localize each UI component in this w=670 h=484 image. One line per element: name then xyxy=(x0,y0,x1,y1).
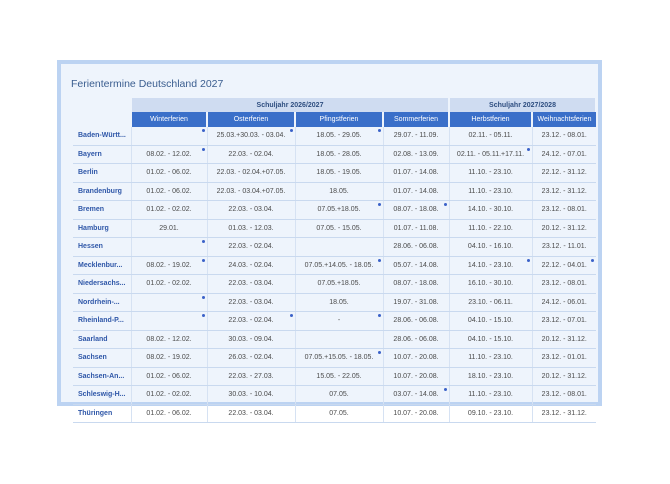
holiday-cell: 01.03. - 12.03. xyxy=(207,219,295,238)
holiday-cell: 07.05.+15.05. - 18.05. xyxy=(295,349,383,368)
holiday-cell: 30.03. - 10.04. xyxy=(207,386,295,405)
marker-dot-icon xyxy=(527,148,530,151)
table-row xyxy=(73,367,596,386)
column-header-weihnachtsferien: Weihnachtsferien xyxy=(532,112,596,127)
holiday-cell: 07.05. - 15.05. xyxy=(295,219,383,238)
marker-dot-icon xyxy=(444,203,447,206)
column-header-herbstferien: Herbstferien xyxy=(449,112,532,127)
holiday-cell: 11.10. - 23.10. xyxy=(449,386,532,405)
holiday-cell: 08.02. - 12.02. xyxy=(131,145,207,164)
state-name: Bremen xyxy=(73,201,131,220)
marker-dot-icon xyxy=(290,314,293,317)
holiday-cell: 01.02. - 06.02. xyxy=(131,182,207,201)
holiday-cell xyxy=(131,238,207,257)
holiday-cell: 22.12. - 04.01. xyxy=(532,256,596,275)
holiday-cell xyxy=(295,330,383,349)
holiday-cell: 22.03. - 03.04.+07.05. xyxy=(207,182,295,201)
holiday-cell: 04.10. - 15.10. xyxy=(449,312,532,331)
holiday-cell: 01.07. - 11.08. xyxy=(383,219,449,238)
holiday-cell: 01.02. - 06.02. xyxy=(131,367,207,386)
holiday-cell: 18.05. - 29.05. xyxy=(295,127,383,145)
holiday-cell: 01.02. - 06.02. xyxy=(131,404,207,423)
holiday-cell: 22.03. - 02.04. xyxy=(207,145,295,164)
table-row xyxy=(73,164,596,183)
holiday-cell: 22.03. - 03.04. xyxy=(207,293,295,312)
holiday-cell: 20.12. - 31.12. xyxy=(532,219,596,238)
marker-dot-icon xyxy=(202,259,205,262)
holiday-cell: 22.03. - 03.04. xyxy=(207,404,295,423)
state-name: Rheinland-P... xyxy=(73,312,131,331)
holiday-cell: 23.12. - 31.12. xyxy=(532,182,596,201)
state-header-spacer xyxy=(73,112,131,127)
marker-dot-icon xyxy=(444,388,447,391)
holiday-cell xyxy=(131,312,207,331)
holiday-cell: 23.12. - 08.01. xyxy=(532,275,596,294)
holiday-cell: 04.10. - 16.10. xyxy=(449,238,532,257)
holiday-cell: 11.10. - 22.10. xyxy=(449,219,532,238)
table-row xyxy=(73,330,596,349)
holiday-cell: 30.03. - 09.04. xyxy=(207,330,295,349)
holiday-cell: 22.03. - 03.04. xyxy=(207,275,295,294)
marker-dot-icon xyxy=(527,259,530,262)
holiday-cell: 26.03. - 02.04. xyxy=(207,349,295,368)
holiday-cell: - xyxy=(295,312,383,331)
marker-dot-icon xyxy=(591,259,594,262)
header-spacer xyxy=(73,98,131,112)
marker-dot-icon xyxy=(202,296,205,299)
holiday-cell: 11.10. - 23.10. xyxy=(449,349,532,368)
marker-dot-icon xyxy=(202,129,205,132)
marker-dot-icon xyxy=(202,240,205,243)
table-row xyxy=(73,293,596,312)
holiday-cell: 23.10. - 06.11. xyxy=(449,293,532,312)
holiday-cell: 01.07. - 14.08. xyxy=(383,164,449,183)
table-row xyxy=(73,349,596,368)
holiday-cell: 05.07. - 14.08. xyxy=(383,256,449,275)
table-row xyxy=(73,219,596,238)
holiday-cell: 29.07. - 11.09. xyxy=(383,127,449,145)
marker-dot-icon xyxy=(378,129,381,132)
holiday-cell: 18.05. xyxy=(295,293,383,312)
school-year-2027-2028: Schuljahr 2027/2028 xyxy=(449,98,596,112)
holiday-cell: 08.02. - 19.02. xyxy=(131,256,207,275)
holiday-cell: 04.10. - 15.10. xyxy=(449,330,532,349)
holiday-cell: 23.12. - 31.12. xyxy=(532,404,596,423)
holiday-cell: 18.05. - 28.05. xyxy=(295,145,383,164)
marker-dot-icon xyxy=(378,259,381,262)
table-row xyxy=(73,127,596,145)
holiday-cell: 23.12. - 08.01. xyxy=(532,201,596,220)
holiday-cell: 15.05. - 22.05. xyxy=(295,367,383,386)
holiday-cell: 01.02. - 02.02. xyxy=(131,201,207,220)
holiday-cell: 18.05. xyxy=(295,182,383,201)
holiday-cell: 23.12. - 01.01. xyxy=(532,349,596,368)
state-name: Mecklenbur... xyxy=(73,256,131,275)
holiday-cell: 25.03.+30.03. - 03.04. xyxy=(207,127,295,145)
school-year-2026-2027: Schuljahr 2026/2027 xyxy=(131,98,449,112)
state-name: Nordrhein-... xyxy=(73,293,131,312)
holiday-cell: 24.03. - 02.04. xyxy=(207,256,295,275)
holiday-cell xyxy=(295,238,383,257)
state-name: Brandenburg xyxy=(73,182,131,201)
holiday-cell: 20.12. - 31.12. xyxy=(532,367,596,386)
holiday-cell: 07.05. xyxy=(295,386,383,405)
holiday-cell: 23.12. - 11.01. xyxy=(532,238,596,257)
column-header-sommerferien: Sommerferien xyxy=(383,112,449,127)
holiday-cell: 24.12. - 07.01. xyxy=(532,145,596,164)
table-row xyxy=(73,145,596,164)
state-name: Baden-Württ... xyxy=(73,127,131,145)
column-header-osterferien: Osterferien xyxy=(207,112,295,127)
holiday-cell: 22.03. - 02.04.+07.05. xyxy=(207,164,295,183)
holiday-cell: 08.07. - 18.08. xyxy=(383,275,449,294)
table-row xyxy=(73,312,596,331)
state-name: Sachsen xyxy=(73,349,131,368)
holiday-cell: 14.10. - 30.10. xyxy=(449,201,532,220)
holiday-cell: 29.01. xyxy=(131,219,207,238)
state-name: Bayern xyxy=(73,145,131,164)
holiday-cell: 08.02. - 12.02. xyxy=(131,330,207,349)
holiday-cell: 24.12. - 06.01. xyxy=(532,293,596,312)
holiday-cell: 01.07. - 14.08. xyxy=(383,182,449,201)
holiday-cell: 22.03. - 27.03. xyxy=(207,367,295,386)
state-name: Thüringen xyxy=(73,404,131,423)
holiday-cell: 11.10. - 23.10. xyxy=(449,182,532,201)
column-header-pfingstferien: Pfingstferien xyxy=(295,112,383,127)
state-name: Niedersachs... xyxy=(73,275,131,294)
holiday-cell: 28.06. - 06.08. xyxy=(383,312,449,331)
holiday-cell: 14.10. - 23.10. xyxy=(449,256,532,275)
table-row xyxy=(73,201,596,220)
marker-dot-icon xyxy=(378,351,381,354)
holiday-cell: 02.11. - 05.11. xyxy=(449,127,532,145)
holiday-cell: 01.02. - 06.02. xyxy=(131,164,207,183)
holiday-cell xyxy=(131,127,207,145)
table-row xyxy=(73,238,596,257)
holiday-cell: 03.07. - 14.08. xyxy=(383,386,449,405)
holiday-cell: 07.05.+14.05. - 18.05. xyxy=(295,256,383,275)
state-name: Saarland xyxy=(73,330,131,349)
marker-dot-icon xyxy=(202,314,205,317)
holiday-cell: 22.03. - 03.04. xyxy=(207,201,295,220)
holiday-cell: 23.12. - 08.01. xyxy=(532,386,596,405)
holiday-card xyxy=(57,60,602,417)
holiday-cell: 07.05. xyxy=(295,404,383,423)
holiday-cell: 20.12. - 31.12. xyxy=(532,330,596,349)
state-name: Hamburg xyxy=(73,219,131,238)
holiday-cell: 02.08. - 13.09. xyxy=(383,145,449,164)
holiday-cell: 10.07. - 20.08. xyxy=(383,367,449,386)
holiday-cell: 28.06. - 06.08. xyxy=(383,238,449,257)
holiday-cell: 22.03. - 02.04. xyxy=(207,312,295,331)
holiday-cell: 09.10. - 23.10. xyxy=(449,404,532,423)
state-name: Hessen xyxy=(73,238,131,257)
table-row xyxy=(73,182,596,201)
page-title: Ferientermine Deutschland 2027 xyxy=(71,78,224,90)
holiday-cell: 01.02. - 02.02. xyxy=(131,386,207,405)
holiday-cell: 28.06. - 06.08. xyxy=(383,330,449,349)
holiday-cell: 22.12. - 31.12. xyxy=(532,164,596,183)
table-row xyxy=(73,404,596,423)
holiday-cell: 18.05. - 19.05. xyxy=(295,164,383,183)
holiday-cell: 07.05.+18.05. xyxy=(295,275,383,294)
state-name: Schleswig-H... xyxy=(73,386,131,405)
holiday-cell: 07.05.+18.05. xyxy=(295,201,383,220)
holiday-cell: 23.12. - 07.01. xyxy=(532,312,596,331)
marker-dot-icon xyxy=(378,314,381,317)
holiday-cell: 08.02. - 19.02. xyxy=(131,349,207,368)
column-header-row xyxy=(73,112,596,127)
holiday-cell: 10.07. - 20.08. xyxy=(383,404,449,423)
holiday-table xyxy=(73,98,597,423)
marker-dot-icon xyxy=(202,148,205,151)
state-name: Sachsen-An... xyxy=(73,367,131,386)
school-year-header-row xyxy=(73,98,596,112)
column-header-winterferien: Winterferien xyxy=(131,112,207,127)
marker-dot-icon xyxy=(290,129,293,132)
holiday-cell: 18.10. - 23.10. xyxy=(449,367,532,386)
state-name: Berlin xyxy=(73,164,131,183)
holiday-cell: 02.11. - 05.11.+17.11. xyxy=(449,145,532,164)
table-row xyxy=(73,256,596,275)
table-row xyxy=(73,275,596,294)
holiday-cell: 16.10. - 30.10. xyxy=(449,275,532,294)
holiday-cell: 10.07. - 20.08. xyxy=(383,349,449,368)
holiday-cell: 19.07. - 31.08. xyxy=(383,293,449,312)
holiday-cell: 11.10. - 23.10. xyxy=(449,164,532,183)
holiday-cell: 23.12. - 08.01. xyxy=(532,127,596,145)
table-row xyxy=(73,386,596,405)
holiday-cell xyxy=(131,293,207,312)
holiday-cell: 22.03. - 02.04. xyxy=(207,238,295,257)
holiday-cell: 08.07. - 18.08. xyxy=(383,201,449,220)
holiday-cell: 01.02. - 02.02. xyxy=(131,275,207,294)
marker-dot-icon xyxy=(378,203,381,206)
